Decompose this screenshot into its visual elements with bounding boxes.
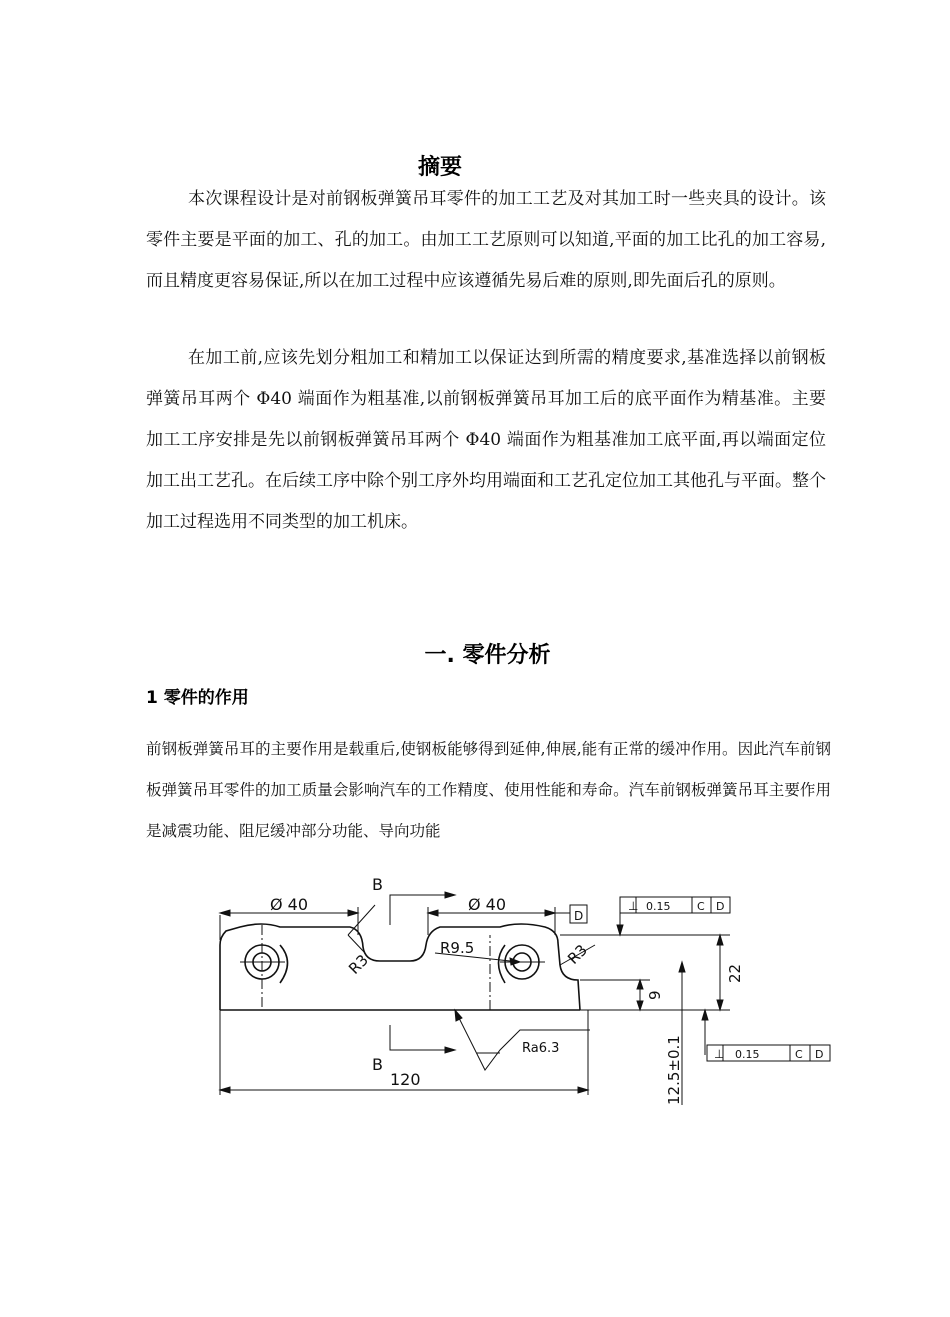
fcf-bottom-ref2: D xyxy=(815,1048,824,1061)
abstract-paragraph-1: 本次课程设计是对前钢板弹簧吊耳零件的加工工艺及对其加工时一些夹具的设计。该零件主要是平面的加工、孔的加工。由加工工艺原则可以知道,平面的加工比孔的加工容易,而且精度更容易保证,所以在加工过程中应该遵循先易后难的原则,即先面后孔的原则。 xyxy=(146,189,826,291)
subsection-heading: 1 零件的作用 xyxy=(146,688,249,708)
dim-height: 22 xyxy=(726,963,744,983)
fcf-bottom-ref1: C xyxy=(795,1048,803,1061)
datum-d: D xyxy=(574,909,584,923)
roughness-label: Ra6.3 xyxy=(522,1041,560,1056)
dim-small: 9 xyxy=(646,990,664,1000)
dim-dia-left: Ø 40 xyxy=(270,895,309,914)
dim-dia-right: Ø 40 xyxy=(468,895,507,914)
engineering-drawing xyxy=(200,865,840,1115)
section-paragraph: 前钢板弹簧吊耳的主要作用是载重后,使钢板能够得到延伸,伸展,能有正常的缓冲作用。因此汽车前钢板弹簧吊耳零件的加工质量会影响汽车的工作精度、使用性能和寿命。汽车前钢板弹簧吊耳主要作用是减震功能、阻尼缓冲部分功能、导向功能 xyxy=(146,740,831,840)
fcf-top-ref2: D xyxy=(716,900,725,913)
fcf-bottom-symbol: ⊥ xyxy=(714,1047,725,1061)
dim-vertical: 12.5±0.1 xyxy=(665,1035,683,1105)
fcf-bottom-value: 0.15 xyxy=(735,1048,760,1061)
fcf-top-symbol: ⊥ xyxy=(628,899,639,913)
abstract-title: 摘要 xyxy=(417,155,462,180)
radius-mid: R9.5 xyxy=(440,939,475,957)
radius-left: R3 xyxy=(345,950,372,978)
fcf-top-value: 0.15 xyxy=(646,900,671,913)
radius-right: R3 xyxy=(564,940,591,968)
fcf-top-ref1: C xyxy=(697,900,705,913)
section-title: 一. 零件分析 xyxy=(424,643,551,668)
section-mark-top: B xyxy=(372,875,383,894)
section-mark-bottom: B xyxy=(372,1055,383,1074)
dim-length: 120 xyxy=(390,1070,421,1089)
abstract-paragraph-2: 在加工前,应该先划分粗加工和精加工以保证达到所需的精度要求,基准选择以前钢板弹簧吊耳两个 Φ40 端面作为粗基准,以前钢板弹簧吊耳加工后的底平面作为精基准。主要加工工序安排是先以前钢板弹簧吊耳两个 Φ40 端面作为粗基准加工底平面,再以端面定位加工出工艺孔。在后续工序中除个别工序外均用端面和工艺孔定位加工其他孔与平面。整个加工过程选用不同类型的加工机床。 xyxy=(146,348,826,532)
